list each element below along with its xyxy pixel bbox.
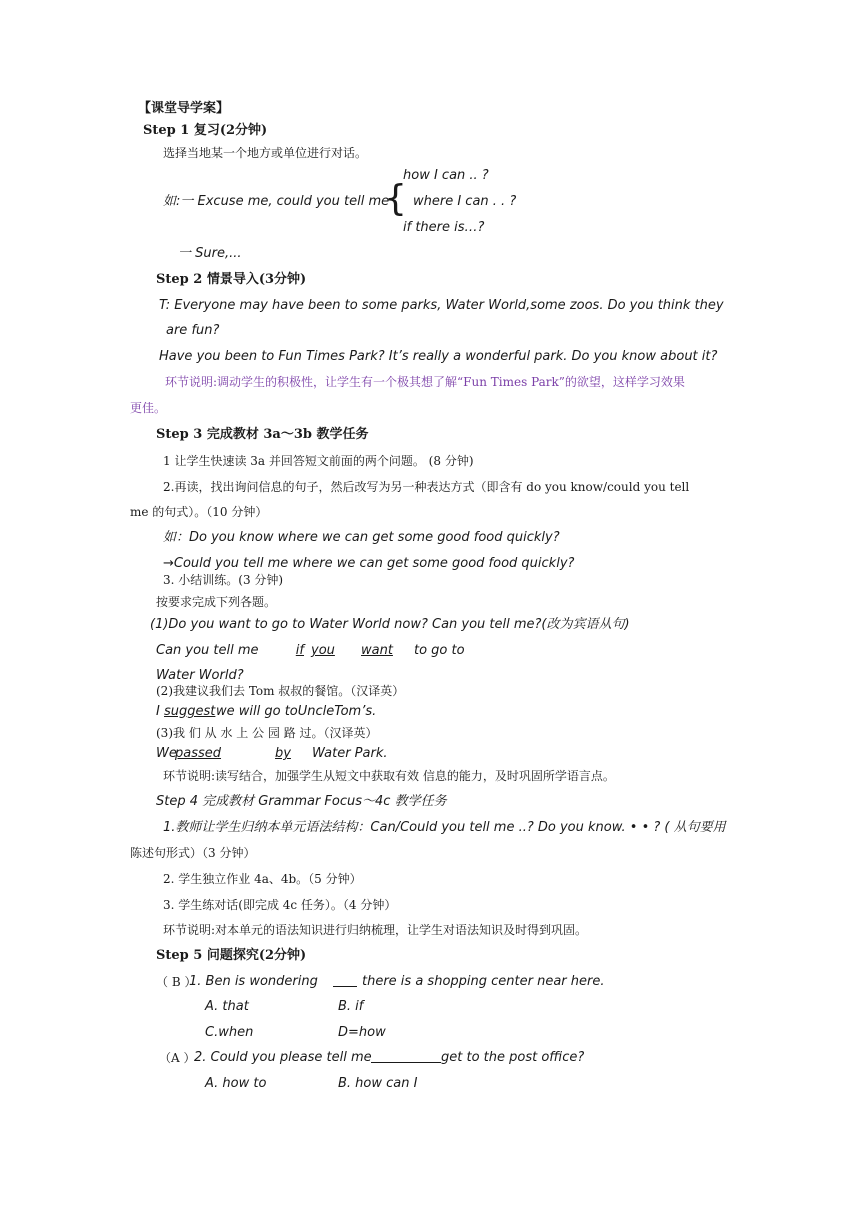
step4-item-2: 2. 学生独立作业 4a、4b。（5 分钟）: [163, 872, 362, 886]
step2-note-line-2: 更佳。: [130, 401, 167, 415]
step3-requirement: 按要求完成下列各题。: [156, 595, 277, 609]
step2-teacher-line-1: T: Everyone may have been to some parks, Water World,some zoos. Do you think they: [159, 298, 724, 313]
step3-answer-1-blank-2: you: [311, 643, 335, 658]
step3-example-2: →Could you tell me where we can get some good food quickly?: [163, 556, 575, 571]
step3-answer-2-blank: suggest: [164, 704, 216, 719]
step3-answer-1-suffix: to go to: [414, 643, 465, 658]
step5-q1-blank: [333, 986, 357, 987]
step3-item-1: 1 让学生快速读 3a 并回答短文前面的两个问题。 (8 分钟): [163, 454, 474, 468]
step5-q1-option-c: C.when: [205, 1025, 254, 1040]
step5-q1-option-a: A. that: [205, 999, 249, 1014]
step1-example: 如:一 Excuse me, could you tell me: [163, 194, 390, 209]
step3-question-3: (3)我 们 从 水 上 公 园 路 过。（汉译英）: [156, 726, 378, 740]
step5-q1-option-b: B. if: [338, 999, 364, 1014]
step2-teacher-line-2: are fun?: [166, 323, 220, 338]
step2-title: Step 2 情景导入(3分钟): [156, 272, 307, 287]
step5-q1-option-d: D=how: [338, 1025, 386, 1040]
step3-title: Step 3 完成教材 3a～3b 教学任务: [156, 427, 369, 442]
step3-answer-3-blank-1: passed: [175, 746, 222, 761]
step5-q1-text: 1. Ben is wondering: [189, 974, 318, 989]
step5-q2-answer: （A ）: [159, 1051, 196, 1065]
step3-item-3: 3. 小结训练。(3 分钟): [163, 573, 284, 587]
step3-answer-1-line-2: Water World?: [156, 668, 244, 683]
step5-q2-blank: [371, 1062, 441, 1063]
step5-q1-text-end: there is a shopping center near here.: [362, 974, 605, 989]
step4-note: 环节说明:对本单元的语法知识进行归纳梳理，让学生对语法知识及时得到巩固。: [163, 923, 588, 937]
step5-q2-option-a: A. how to: [205, 1076, 267, 1091]
step3-answer-2-rest: we will go toUncleTom’s.: [216, 704, 377, 719]
step3-answer-2-i: I: [156, 704, 160, 719]
step3-answer-1-blank-1: if: [295, 643, 304, 658]
brace-icon: {: [384, 178, 407, 219]
step3-answer-1-blank-3: want: [361, 643, 393, 658]
step1-option-2: where I can . . ?: [413, 194, 517, 209]
step3-answer-3-blank-2: by: [275, 746, 291, 761]
step5-title: Step 5 问题探究(2分钟): [156, 948, 307, 963]
step3-answer-1-prefix: Can you tell me: [156, 643, 259, 658]
step3-example-1: 如：Do you know where we can get some good food quickly?: [163, 530, 560, 545]
step5-q2-text: 2. Could you please tell me: [194, 1050, 372, 1065]
step5-q2-option-b: B. how can I: [338, 1076, 418, 1091]
step3-answer-3-we: We: [156, 746, 177, 761]
step4-item-3: 3. 学生练对话(即完成 4c 任务）。（4 分钟）: [163, 898, 397, 912]
step4-item-1-line-2: 陈述句形式）（3 分钟）: [130, 846, 256, 860]
step1-reply: 一 Sure,...: [178, 246, 242, 261]
step5-q2-text-end: get to the post office?: [441, 1050, 585, 1065]
header-title: 【课堂导学案】: [138, 101, 230, 116]
step3-answer-3-rest: Water Park.: [312, 746, 388, 761]
step3-item-2-line-2: me 的句式）。（10 分钟）: [130, 505, 268, 519]
step5-q1-answer: （ B ）: [156, 975, 197, 989]
step1-option-3: if there is…?: [403, 220, 485, 235]
step3-question-1: (1)Do you want to go to Water World now? Can you tell me?(改为宾语从句): [150, 617, 630, 632]
step3-item-2-line-1: 2.再读，找出询问信息的句子，然后改写为另一种表达方式（即含有 do you know/could you tell: [163, 480, 690, 494]
step3-note: 环节说明:读写结合，加强学生从短文中获取有效 信息的能力，及时巩固所学语言点。: [163, 769, 615, 783]
step3-question-2: (2)我建议我们去 Tom 叔叔的餐馆。（汉译英）: [156, 684, 405, 698]
step1-option-1: how I can .. ?: [403, 168, 489, 183]
step2-question: Have you been to Fun Times Park? It’s really a wonderful park. Do you know about it?: [159, 349, 718, 364]
step4-title: Step 4 完成教材 Grammar Focus～4c 教学任务: [156, 794, 447, 809]
step1-title: Step 1 复习(2分钟): [143, 123, 268, 138]
step1-instruction: 选择当地某一个地方或单位进行对话。: [163, 146, 368, 160]
step4-item-1-line-1: 1.教师让学生归纳本单元语法结构：Can/Could you tell me ..? Do you know. • • ? ( 从句要用: [163, 820, 726, 835]
step2-note-line-1: 环节说明:调动学生的积极性，让学生有一个极其想了解“Fun Times Park”的欲望，这样学习效果: [165, 375, 685, 389]
